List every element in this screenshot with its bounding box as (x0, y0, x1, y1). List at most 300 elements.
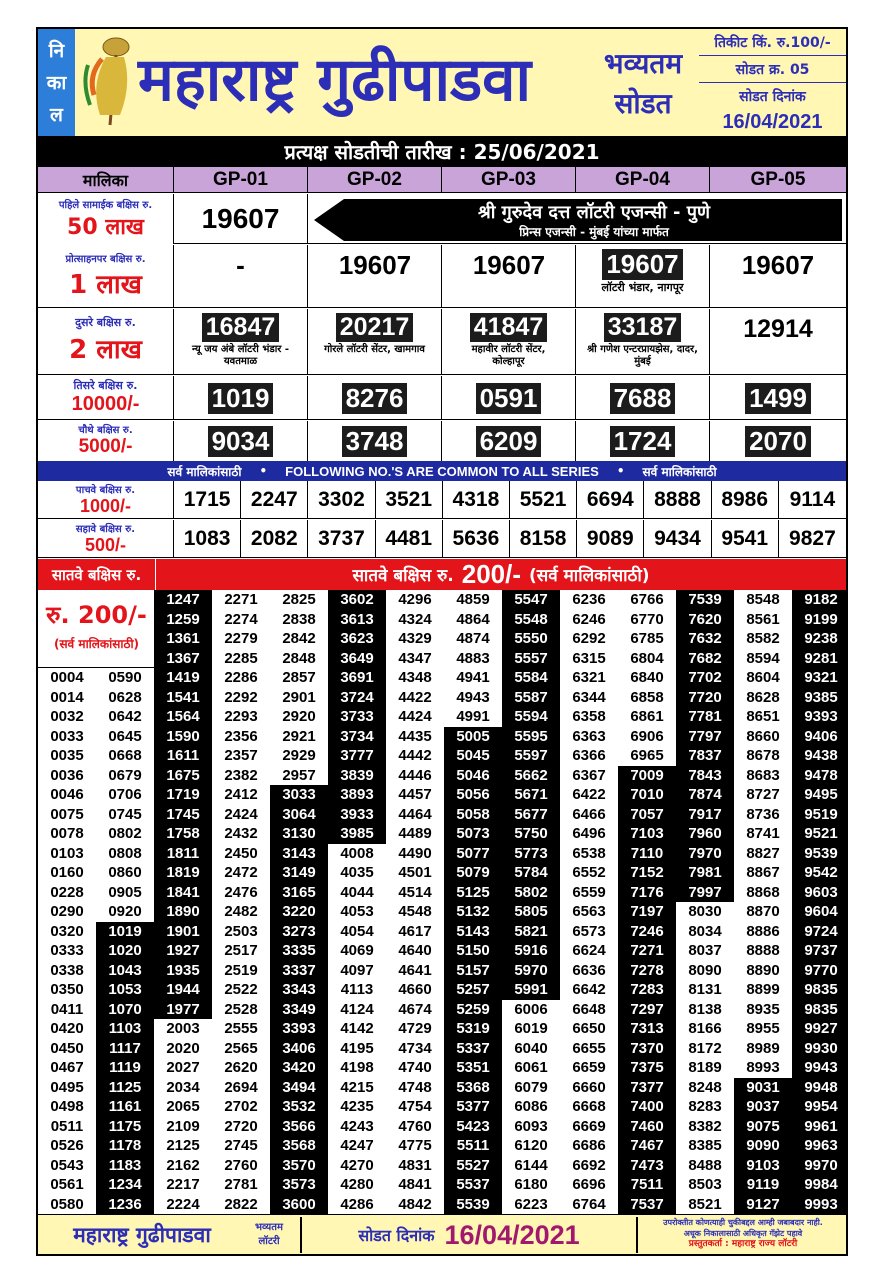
prize7-number: 0103 (38, 844, 96, 864)
prize7-number: 5550 (502, 629, 560, 649)
prize7-number: 8283 (676, 1097, 734, 1117)
prize7-number: 1259 (154, 610, 212, 630)
prize7-number: 0033 (38, 727, 96, 747)
prize7-number: 9393 (792, 707, 848, 727)
prize7-number: 6040 (502, 1039, 560, 1059)
prize7-number: 7278 (618, 961, 676, 981)
prize7-number: 5805 (502, 902, 560, 922)
prize7-number: 3393 (270, 1019, 328, 1039)
prize7-number: 7009 (618, 766, 676, 786)
prize7-number: 7375 (618, 1058, 676, 1078)
prize7-number: 3623 (328, 629, 386, 649)
prize7-number: 4286 (328, 1195, 386, 1215)
prize7-number: 1758 (154, 824, 212, 844)
prize7-number: 5073 (444, 824, 502, 844)
prize7-number: 1053 (96, 980, 154, 1000)
prize7-number: 2901 (270, 688, 328, 708)
prize7-number: 7370 (618, 1039, 676, 1059)
prize7-title-bar (38, 559, 846, 590)
prize7-number: 1103 (96, 1019, 154, 1039)
prize7-number: 6696 (560, 1175, 618, 1195)
footer-presenter: प्रस्तुतकर्ता : महाराष्ट्र राज्य लॉटरी (688, 1239, 798, 1249)
prize7-number: 9127 (734, 1195, 792, 1215)
prize7-number: 7313 (618, 1019, 676, 1039)
prize7-number: 8870 (734, 902, 792, 922)
prize7-number: 5662 (502, 766, 560, 786)
prize7-number: 0032 (38, 707, 96, 727)
prize7-number: 4247 (328, 1136, 386, 1156)
prize7-number: 5056 (444, 785, 502, 805)
prize7-number: 0046 (38, 785, 96, 805)
prize5-number: 8888 (644, 481, 711, 519)
prize7-number: 2842 (270, 629, 328, 649)
prize7-number: 7797 (676, 727, 734, 747)
prize7-number: 2620 (212, 1058, 270, 1078)
series-gp02: GP-02 (308, 167, 442, 193)
prize7-number: 6367 (560, 766, 618, 786)
prize7-number: 5005 (444, 727, 502, 747)
prize7-number: 8727 (734, 785, 792, 805)
prize7-number: 2424 (212, 805, 270, 825)
prize7-number: 6236 (560, 590, 618, 610)
prize7-number: 0642 (96, 707, 154, 727)
prize1-agency-banner (314, 199, 842, 241)
prize7-number: 9031 (734, 1078, 792, 1098)
prize7-number: 5595 (502, 727, 560, 747)
prize7-number: 9930 (792, 1039, 848, 1059)
prize4-gp05: 2070 (745, 426, 811, 457)
prize7-number: 6669 (560, 1117, 618, 1137)
prize7-column (676, 590, 734, 1214)
prize7-number: 8561 (734, 610, 792, 630)
prize7-number: 1719 (154, 785, 212, 805)
prize7-number: 3570 (270, 1156, 328, 1176)
prize7-number: 1541 (154, 688, 212, 708)
prize7-number: 3602 (328, 590, 386, 610)
prize7-number: 1935 (154, 961, 212, 981)
prize7-number: 7460 (618, 1117, 676, 1137)
prize7-number: 8582 (734, 629, 792, 649)
prize7-number: 0645 (96, 727, 154, 747)
prize7-number: 2822 (212, 1195, 270, 1215)
prize7-number: 8935 (734, 1000, 792, 1020)
prize7-title-amount: 200/- (461, 559, 521, 589)
prize7-number: 3273 (270, 922, 328, 942)
prize7-number: 9438 (792, 746, 848, 766)
prize7-left-note: (सर्व मालिकांसाठी) (53, 637, 140, 651)
prize7-number: 8827 (734, 844, 792, 864)
prize7-number: 4859 (444, 590, 502, 610)
prize7-number: 8548 (734, 590, 792, 610)
prize7-number: 2760 (212, 1156, 270, 1176)
prize7-number: 0035 (38, 746, 96, 766)
prize7-number: 7152 (618, 863, 676, 883)
prize4-row (38, 421, 846, 461)
prize1-amount: 50 लाख (67, 215, 144, 240)
prize5-row (38, 481, 846, 519)
consolation-gp05: 19607 (741, 249, 815, 280)
prize7-number: 7682 (676, 649, 734, 669)
prize7-number: 5537 (444, 1175, 502, 1195)
prize7-number: 1361 (154, 629, 212, 649)
footer-date-label: सोडत दिनांक (358, 1226, 435, 1245)
prize7-number: 1020 (96, 941, 154, 961)
prize2-label: दुसरे बक्षिस रु. (75, 316, 136, 329)
prize7-number: 1117 (96, 1039, 154, 1059)
footer-date: 16/04/2021 (444, 1219, 580, 1250)
prize7-number: 5157 (444, 961, 502, 981)
prize3-gp03: 0591 (476, 383, 542, 414)
consolation-label: प्रोत्साहनपर बक्षिस रु. (65, 254, 146, 265)
consolation-gp01: - (174, 245, 308, 285)
prize7-number: 6660 (560, 1078, 618, 1098)
prize7-number: 8683 (734, 766, 792, 786)
prize7-number: 2217 (154, 1175, 212, 1195)
prize7-number: 2825 (270, 590, 328, 610)
prize7-number: 6496 (560, 824, 618, 844)
prize7-number: 1043 (96, 961, 154, 981)
prize7-number: 5970 (502, 961, 560, 981)
header-subtitle-1: भव्यतम (603, 47, 683, 80)
prize7-number: 6764 (560, 1195, 618, 1215)
prize2-gp04: 33187 (604, 313, 682, 342)
prize7-number: 6358 (560, 707, 618, 727)
prize7-number: 1234 (96, 1175, 154, 1195)
prize5-amount: 1000/- (79, 496, 132, 516)
prize3-gp05: 1499 (745, 383, 811, 414)
prize7-number: 4760 (386, 1117, 444, 1137)
footer-note-1: उपरोक्तीत कोणत्याही चुकीबद्दल आम्ही जबाबदार नाही. (663, 1218, 823, 1227)
prize7-number: 0526 (38, 1136, 96, 1156)
common-bar (38, 461, 846, 481)
prize7-number: 0802 (96, 824, 154, 844)
prize1-label: पहिले सामाईक बक्षिस रु. (58, 200, 153, 211)
footer-date-box (300, 1217, 638, 1253)
prize7-number: 9963 (792, 1136, 848, 1156)
common-bar-dot2: • (616, 464, 625, 478)
prize7-number: 4991 (444, 707, 502, 727)
prize7-number: 8736 (734, 805, 792, 825)
prize7-number: 7781 (676, 707, 734, 727)
prize7-number: 9943 (792, 1058, 848, 1078)
prize7-number: 5557 (502, 649, 560, 669)
prize6-number: 5636 (443, 520, 510, 558)
prize7-number: 6766 (618, 590, 676, 610)
prize7-number: 6292 (560, 629, 618, 649)
prize7-number: 9478 (792, 766, 848, 786)
prize7-number: 6006 (502, 1000, 560, 1020)
prize7-number: 4831 (386, 1156, 444, 1176)
prize2-label-cell (38, 309, 174, 375)
prize7-number: 4422 (386, 688, 444, 708)
prize7-column (212, 590, 270, 1214)
prize7-number: 4348 (386, 668, 444, 688)
prize7-number: 8131 (676, 980, 734, 1000)
prize7-number: 5750 (502, 824, 560, 844)
prize7-number: 3406 (270, 1039, 328, 1059)
prize6-number: 4481 (376, 520, 443, 558)
series-gp03: GP-03 (442, 167, 576, 193)
prize7-number: 2432 (212, 824, 270, 844)
prize7-number: 9984 (792, 1175, 848, 1195)
prize7-number: 4347 (386, 649, 444, 669)
prize6-number: 9089 (577, 520, 644, 558)
prize7-number: 3568 (270, 1136, 328, 1156)
prize7-number: 0078 (38, 824, 96, 844)
prize7-number: 1183 (96, 1156, 154, 1176)
prize7-number: 2224 (154, 1195, 212, 1215)
prize7-number: 6650 (560, 1019, 618, 1039)
prize7-number: 5548 (502, 610, 560, 630)
prize7-number: 6344 (560, 688, 618, 708)
prize7-number: 4435 (386, 727, 444, 747)
prize2-gp03: 41847 (470, 313, 548, 342)
prize7-number: 3033 (270, 785, 328, 805)
prize6-number: 8158 (510, 520, 577, 558)
prize3-gp02: 8276 (342, 383, 408, 414)
prize7-number: 7970 (676, 844, 734, 864)
prize7-number: 7837 (676, 746, 734, 766)
prize7-number: 5351 (444, 1058, 502, 1078)
prize7-number: 5671 (502, 785, 560, 805)
prize7-number: 8888 (734, 941, 792, 961)
prize3-amount: 10000/- (71, 393, 140, 415)
prize7-number: 9385 (792, 688, 848, 708)
prize7-number: 6321 (560, 668, 618, 688)
prize7-number: 2162 (154, 1156, 212, 1176)
prize2-gp03-cell (442, 309, 576, 375)
prize7-number: 2286 (212, 668, 270, 688)
prize7-number: 7473 (618, 1156, 676, 1176)
prize7-number: 7057 (618, 805, 676, 825)
prize7-number: 7377 (618, 1078, 676, 1098)
prize5-label-cell (38, 481, 174, 519)
prize7-number: 2848 (270, 649, 328, 669)
prize7-number: 5368 (444, 1078, 502, 1098)
prize7-number: 4514 (386, 883, 444, 903)
prize7-number: 5257 (444, 980, 502, 1000)
common-bar-left: सर्व मालिकांसाठी (167, 464, 242, 479)
nikal-box (38, 29, 75, 136)
prize7-number: 4324 (386, 610, 444, 630)
prize7-number: 8090 (676, 961, 734, 981)
prize7-number: 0679 (96, 766, 154, 786)
prize6-number: 9827 (789, 527, 836, 550)
prize7-number: 6552 (560, 863, 618, 883)
consolation-label-cell (38, 245, 174, 308)
prize7-number: 4270 (328, 1156, 386, 1176)
prize7-number: 1611 (154, 746, 212, 766)
prize7-number: 9927 (792, 1019, 848, 1039)
prize7-number: 4053 (328, 902, 386, 922)
prize4-gp02: 3748 (342, 426, 408, 457)
prize7-number: 9542 (792, 863, 848, 883)
prize7-number: 3600 (270, 1195, 328, 1215)
prize7-number: 4734 (386, 1039, 444, 1059)
prize7-number: 5802 (502, 883, 560, 903)
prize7-number: 7539 (676, 590, 734, 610)
prize7-number: 9406 (792, 727, 848, 747)
prize7-label-left: सातवे बक्षिस रु. (38, 559, 156, 590)
prize7-number: 4740 (386, 1058, 444, 1078)
prize7-number: 4113 (328, 980, 386, 1000)
prize7-number: 0808 (96, 844, 154, 864)
prize7-number: 3149 (270, 863, 328, 883)
prize7-number: 9519 (792, 805, 848, 825)
prize7-number: 0450 (38, 1039, 96, 1059)
prize2-agency2: गोरले लॉटरी सेंटर, खामगाव (324, 344, 425, 355)
prize7-number: 9281 (792, 649, 848, 669)
prize7-number: 3130 (270, 824, 328, 844)
prize7-number: 2921 (270, 727, 328, 747)
prize7-number: 6668 (560, 1097, 618, 1117)
prize7-number: 3733 (328, 707, 386, 727)
prize7-number: 9770 (792, 961, 848, 981)
prize7-number: 0511 (38, 1117, 96, 1137)
prize7-number: 1161 (96, 1097, 154, 1117)
prize7-column (734, 590, 792, 1214)
prize7-number: 7917 (676, 805, 734, 825)
prize7-number: 4329 (386, 629, 444, 649)
prize6-number: 9541 (712, 520, 779, 558)
prize7-number: 3839 (328, 766, 386, 786)
prize7-number: 4035 (328, 863, 386, 883)
prize7-number: 3064 (270, 805, 328, 825)
prize7-number: 9948 (792, 1078, 848, 1098)
prize7-number: 4215 (328, 1078, 386, 1098)
prize7-number: 5991 (502, 980, 560, 1000)
header-title: महाराष्ट्र गुढीपाडवा (138, 45, 532, 115)
prize7-number: 3985 (328, 824, 386, 844)
prize7-number: 4775 (386, 1136, 444, 1156)
prize2-amount: 2 लाख (69, 335, 142, 365)
prize7-number: 4044 (328, 883, 386, 903)
gudhi-icon (80, 35, 136, 131)
prize7-number: 5079 (444, 863, 502, 883)
prize7-number: 9199 (792, 610, 848, 630)
prize7-number: 1841 (154, 883, 212, 903)
prize7-number: 2920 (270, 707, 328, 727)
prize7-number: 4617 (386, 922, 444, 942)
prize7-number: 9835 (792, 980, 848, 1000)
result-sheet (36, 27, 848, 1256)
header (38, 29, 846, 136)
prize7-number: 2555 (212, 1019, 270, 1039)
prize7-number: 7632 (676, 629, 734, 649)
prize5-number: 9114 (789, 488, 836, 511)
prize2-row (38, 309, 846, 375)
prize7-number: 8172 (676, 1039, 734, 1059)
prize3-gp04: 7688 (610, 383, 676, 414)
prize7-left-amount: रु. 200/- (46, 601, 147, 629)
prize7-number: 9182 (792, 590, 848, 610)
prize7-number: 2292 (212, 688, 270, 708)
prize7-number: 4195 (328, 1039, 386, 1059)
series-gp01: GP-01 (174, 167, 308, 193)
prize7-number: 0420 (38, 1019, 96, 1039)
prize7-number: 6861 (618, 707, 676, 727)
prize5-number: 6694 (577, 481, 644, 519)
prize7-number: 2034 (154, 1078, 212, 1098)
prize7-number: 8503 (676, 1175, 734, 1195)
footer-note-2: अधूक निकालासाठी अधिकृत गॅझेट पहावे (683, 1229, 803, 1238)
prize7-number: 6770 (618, 610, 676, 630)
prize4-gp03: 6209 (476, 426, 542, 457)
prize7-number: 2517 (212, 941, 270, 961)
prize7-number: 6061 (502, 1058, 560, 1078)
prize7-number: 1247 (154, 590, 212, 610)
prize7-number: 8628 (734, 688, 792, 708)
prize7-number: 0628 (96, 688, 154, 708)
draw-number: सोडत क्र. 05 (699, 56, 846, 83)
prize7-number: 2065 (154, 1097, 212, 1117)
prize7-number: 7010 (618, 785, 676, 805)
prize7-number: 0580 (38, 1195, 96, 1215)
prize7-title-suffix: (सर्व मालिकांसाठी) (529, 566, 650, 586)
prize2-gp02-cell (308, 309, 442, 375)
prize7-number: 9521 (792, 824, 848, 844)
prize7-number: 0905 (96, 883, 154, 903)
prize7-number: 6363 (560, 727, 618, 747)
prize7-number: 6624 (560, 941, 618, 961)
prize7-number: 4008 (328, 844, 386, 864)
prize7-number: 3494 (270, 1078, 328, 1098)
prize7-number: 5058 (444, 805, 502, 825)
prize7-number: 4640 (386, 941, 444, 961)
prize1-label-cell (38, 194, 174, 244)
prize7-number: 7103 (618, 824, 676, 844)
prize7-number: 2274 (212, 610, 270, 630)
prize7-number: 4943 (444, 688, 502, 708)
prize6-number: 1083 (174, 520, 241, 558)
prize7-column (154, 590, 212, 1214)
prize7-number: 2522 (212, 980, 270, 1000)
prize7-number: 3734 (328, 727, 386, 747)
prize7-number: 7981 (676, 863, 734, 883)
prize2-agency1: न्यू जय अंबे लॉटरी भंडार - यवतमाळ (191, 344, 290, 367)
prize7-number: 8382 (676, 1117, 734, 1137)
prize7-number: 3343 (270, 980, 328, 1000)
prize7-number: 0004 (38, 668, 96, 688)
prize1-number: 19607 (174, 194, 308, 244)
prize5-number: 1715 (174, 481, 241, 519)
prize7-number: 0543 (38, 1156, 96, 1176)
prize7-number: 2020 (154, 1039, 212, 1059)
prize7-number: 0350 (38, 980, 96, 1000)
prize5-number: 5521 (510, 481, 577, 519)
prize7-number: 5584 (502, 668, 560, 688)
prize2-gp02: 20217 (336, 313, 414, 342)
prize7-number: 3691 (328, 668, 386, 688)
prize6-number: 3737 (308, 520, 375, 558)
prize5-number: 2247 (241, 481, 308, 519)
prize7-number: 5046 (444, 766, 502, 786)
prize7-number: 2293 (212, 707, 270, 727)
prize7-number: 9321 (792, 668, 848, 688)
consolation-gp02: 19607 (338, 249, 412, 280)
prize7-number: 9119 (734, 1175, 792, 1195)
prize7-number: 6180 (502, 1175, 560, 1195)
prize7-number: 8030 (676, 902, 734, 922)
draw-date: 16/04/2021 (722, 110, 823, 133)
prize7-number: 6366 (560, 746, 618, 766)
prize7-number: 9970 (792, 1156, 848, 1176)
prize7-number: 2450 (212, 844, 270, 864)
prize7-number: 6573 (560, 922, 618, 942)
prize7-number: 9037 (734, 1097, 792, 1117)
prize7-number: 2476 (212, 883, 270, 903)
prize7-number: 0495 (38, 1078, 96, 1098)
